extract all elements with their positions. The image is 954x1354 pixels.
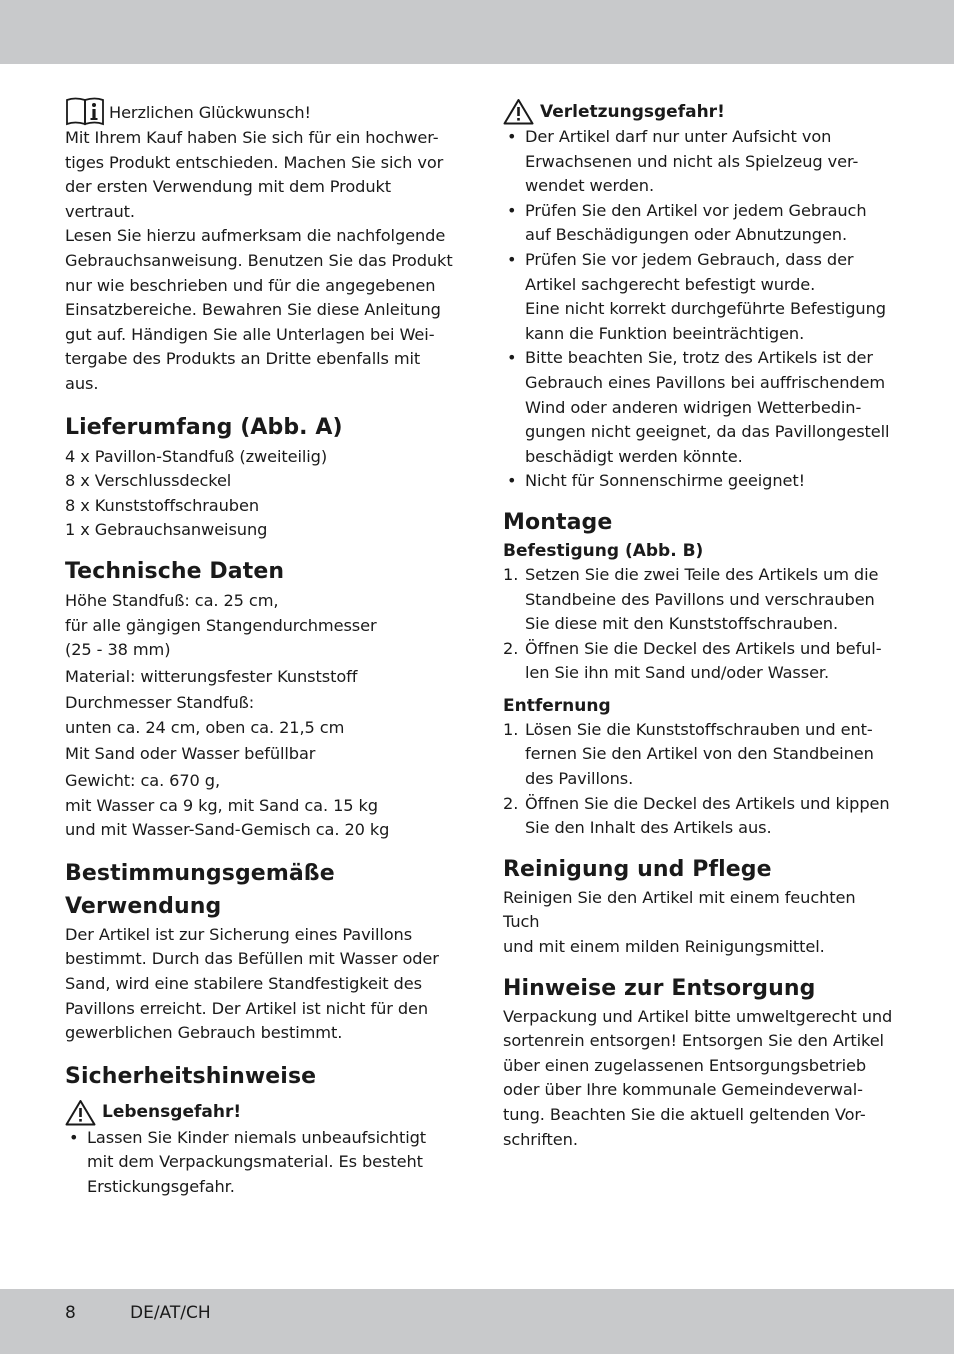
scope-list bbox=[65, 445, 457, 543]
step-number: 2. bbox=[503, 793, 519, 813]
remove-step bbox=[503, 792, 895, 841]
warning-triangle-icon bbox=[503, 98, 534, 125]
step-text: Lösen Sie die Kunststoffschrauben und ent- fernen Sie den Artikel von den Standbeinen des Pavillons. bbox=[525, 719, 874, 789]
top-bar bbox=[0, 0, 954, 64]
danger-item: • Lassen Sie Kinder niemals unbeaufsichtigt mit dem Verpackungsmaterial. Es besteht Erstickungsgefahr. bbox=[65, 1126, 457, 1200]
intended-text: Der Artikel ist zur Sicherung eines Pavillons bestimmt. Durch das Befüllen mit Wasser oder Sand, wird eine stabilere Standfestigkeit des Pavillons erreicht. Der Artikel ist nicht für den gewerblichen Gebrauch bestimmt. bbox=[65, 924, 439, 1043]
warning-triangle-icon bbox=[65, 1099, 96, 1126]
cleaning-heading: Reinigung und Pflege bbox=[503, 856, 772, 882]
tech-block: Mit Sand oder Wasser befüllbar bbox=[65, 744, 316, 764]
injury-item: • Der Artikel darf nur unter Aufsicht von Erwachsenen und nicht als Spielzeug ver- wendet werden. bbox=[503, 125, 895, 199]
injury-item: • Nicht für Sonnenschirme geeignet! bbox=[503, 469, 895, 494]
tech-heading: Technische Daten bbox=[65, 558, 285, 584]
step-text: Setzen Sie die zwei Teile des Artikels um die Standbeine des Pavillons und verschrauben Sie diese mit den Kunststoffschrauben. bbox=[525, 564, 879, 634]
attach-step bbox=[503, 563, 895, 637]
step-text: Öffnen Sie die Deckel des Artikels und beful- len Sie ihn mit Sand und/oder Wasser. bbox=[525, 638, 882, 683]
intro-title: Herzlichen Glückwunsch! bbox=[109, 103, 311, 123]
injury-title: Verletzungsgefahr! bbox=[540, 101, 725, 122]
scope-heading: Lieferumfang (Abb. A) bbox=[65, 414, 343, 440]
tech-block: Durchmesser Standfuß: unten ca. 24 cm, oben ca. 21,5 cm bbox=[65, 693, 345, 737]
injury-item: • Prüfen Sie vor jedem Gebrauch, dass der Artikel sachgerecht befestigt wurde. Eine nicht korrekt durchgeführte Befestigung kann die Funktion beeinträchtigen. bbox=[503, 248, 895, 346]
attach-step bbox=[503, 637, 895, 686]
tech-block: Höhe Standfuß: ca. 25 cm, für alle gängigen Stangendurchmesser (25 - 38 mm) bbox=[65, 590, 377, 660]
right-column bbox=[503, 98, 895, 1152]
attach-steps bbox=[503, 563, 895, 686]
left-column bbox=[65, 96, 457, 1200]
danger-heading bbox=[65, 1099, 457, 1126]
remove-steps bbox=[503, 718, 895, 841]
scope-item: 8 x Kunststoffschrauben bbox=[65, 495, 259, 515]
scope-item: 1 x Gebrauchsanweisung bbox=[65, 520, 268, 540]
cleaning-text: Reinigen Sie den Artikel mit einem feuchten Tuch und mit einem milden Reinigungsmittel. bbox=[503, 887, 856, 957]
remove-title: Entfernung bbox=[503, 695, 611, 716]
step-number: 1. bbox=[503, 719, 519, 739]
injury-heading bbox=[503, 98, 895, 125]
intro-text: Mit Ihrem Kauf haben Sie sich für ein hochwer- tiges Produkt entschieden. Machen Sie sich vor der ersten Verwendung mit dem Produkt vertraut. Lesen Sie hierzu aufmerksam die nachfolgende Gebrauchsanweisung. Benutzen Sie das Produkt nur wie beschrieben und für die angegebenen Einsatzbereiche. Bewahren Sie diese Anleitung gut auf. Händigen Sie alle Unterlagen bei Wei- tergabe des Produkts an Dritte ebenfalls mit aus. bbox=[65, 128, 453, 393]
language-code: DE/AT/CH bbox=[130, 1303, 211, 1323]
scope-item: 4 x Pavillon-Standfuß (zweiteilig) bbox=[65, 446, 328, 466]
injury-item: • Bitte beachten Sie, trotz des Artikels ist der Gebrauch eines Pavillons bei auffrischendem Wind oder anderen widrigen Wetterbedin- gungen nicht geeignet, da das Pavillongestell beschädigt werden könnte. bbox=[503, 346, 895, 469]
remove-step bbox=[503, 718, 895, 792]
step-number: 2. bbox=[503, 638, 519, 658]
danger-list bbox=[65, 1126, 457, 1200]
assembly-heading: Montage bbox=[503, 509, 613, 535]
intended-heading: Bestimmungsgemäße Verwendung bbox=[65, 860, 335, 919]
scope-item: 8 x Verschlussdeckel bbox=[65, 471, 232, 491]
disposal-text: Verpackung und Artikel bitte umweltgerecht und sortenrein entsorgen! Entsorgen Sie den Artikel über einen zugelassenen Entsorgungsbetrieb oder über Ihre kommunale Gemeindeverwal- tung. Beachten Sie die aktuell geltenden Vor- schriften. bbox=[503, 1006, 893, 1149]
page-number: 8 bbox=[65, 1303, 76, 1323]
safety-heading: Sicherheitshinweise bbox=[65, 1063, 317, 1089]
attach-title: Befestigung (Abb. B) bbox=[503, 540, 704, 561]
injury-list bbox=[503, 125, 895, 494]
intro-heading bbox=[65, 96, 457, 126]
tech-block: Material: witterungsfester Kunststoff bbox=[65, 666, 358, 686]
injury-item: • Prüfen Sie den Artikel vor jedem Gebrauch auf Beschädigungen oder Abnutzungen. bbox=[503, 199, 895, 248]
info-book-icon bbox=[65, 96, 105, 126]
step-number: 1. bbox=[503, 564, 519, 584]
tech-block: Gewicht: ca. 670 g, mit Wasser ca 9 kg, mit Sand ca. 15 kg und mit Wasser-Sand-Gemisch ca. 20 kg bbox=[65, 771, 390, 840]
danger-title: Lebensgefahr! bbox=[102, 1102, 242, 1123]
step-text: Öffnen Sie die Deckel des Artikels und kippen Sie den Inhalt des Artikels aus. bbox=[525, 793, 890, 838]
disposal-heading: Hinweise zur Entsorgung bbox=[503, 975, 816, 1001]
